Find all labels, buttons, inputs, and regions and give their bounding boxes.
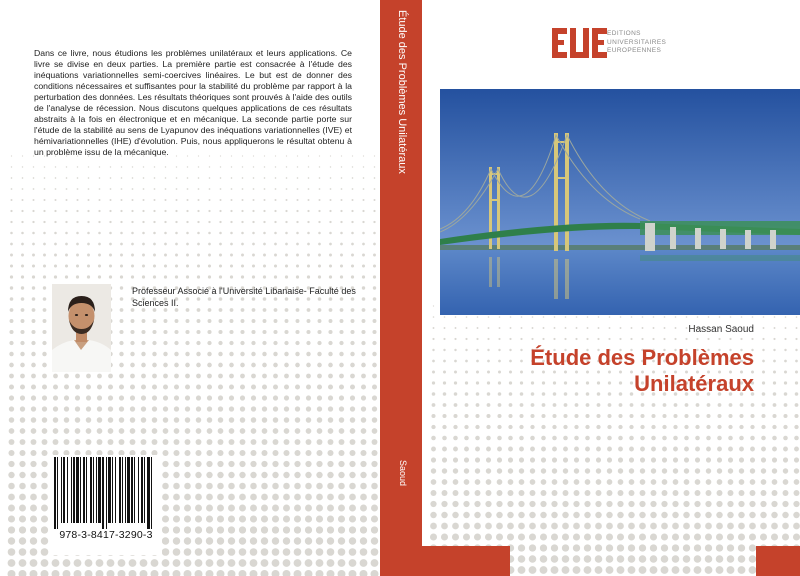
- spine-author: Saoud: [398, 460, 408, 487]
- publisher-name: EDITIONS UNIVERSITAIRES EUROPEENNES: [607, 30, 667, 54]
- book-title: Étude des Problèmes Unilatéraux: [530, 345, 754, 396]
- book-spine: [380, 0, 422, 576]
- author-portrait: [52, 284, 111, 372]
- spine-title: Étude des Problèmes Unilatéraux: [396, 10, 408, 174]
- bridge-photo: [440, 89, 800, 315]
- barcode-bars: [52, 457, 160, 529]
- barcode: [50, 455, 162, 555]
- back-cover-blurb: Dans ce livre, nous étudions les problèmes unilatéraux et leurs applications. Ce livre se divise en deux parties. La première partie est consacrée à l'étude des inéquations variationnelles semi-coercives linéaires. Le but est de donner des conditions nécessaires et suffisantes pour la stabilité du problème par rapport à la perturbation des données. Les résultats théoriques sont prouvés à l'aide des outils de l'analyse de récession. Nous discutons quelques applications de ces résultats abstraits à la fois en électronique et en mécanique. La seconde partie porte sur l'étude de la stabilité au sens de Lyapunov des inéquations variationnelles (IVE) et hémivariationnelles (IHE) d'évolution. Puis, nous appliquerons le résultat obtenu à un problème issu de la mécanique.: [34, 48, 352, 157]
- back-cover: [0, 0, 380, 576]
- front-cover: [422, 0, 800, 576]
- author-bio: Professeur Associé à l'Université Libanaise- Faculté des Sciences II.: [132, 286, 356, 308]
- accent-bar-right: [756, 546, 800, 576]
- isbn-number: 978-3-8417-3290-3: [59, 529, 153, 541]
- front-author-name: Hassan Saoud: [688, 324, 754, 335]
- accent-bar-left: [422, 546, 510, 576]
- halftone-dots-pattern: [422, 300, 800, 576]
